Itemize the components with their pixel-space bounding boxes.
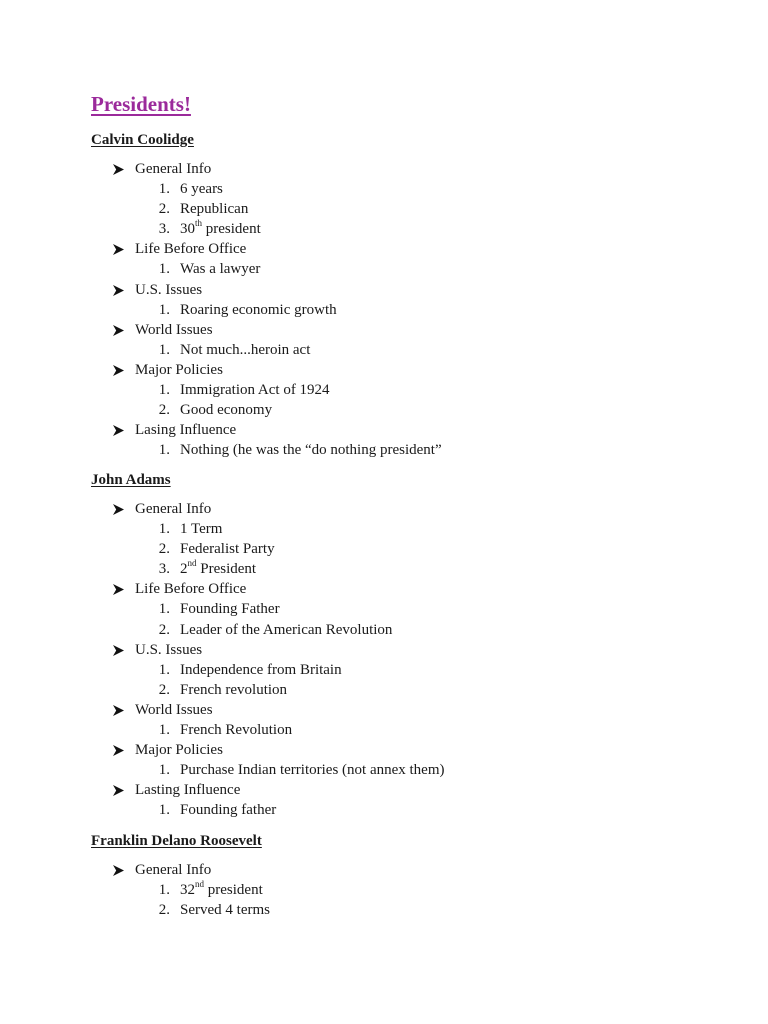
list-item-text: 30th president bbox=[180, 218, 261, 238]
list-item bbox=[0, 559, 768, 579]
topic-line bbox=[0, 320, 768, 340]
list-item bbox=[0, 620, 768, 640]
list-number: 1. bbox=[158, 601, 170, 618]
topic-label: U.S. Issues bbox=[135, 641, 203, 658]
list-item-text: Good economy bbox=[180, 402, 273, 419]
list-item-text: Roaring economic growth bbox=[180, 301, 337, 318]
arrow-bullet-icon bbox=[113, 700, 127, 720]
topic-line bbox=[0, 780, 768, 800]
list-item-text: Not much...heroin act bbox=[180, 341, 311, 358]
topic-label: Major Policies bbox=[135, 742, 223, 759]
list-number: 2. bbox=[158, 402, 170, 419]
president-heading: Calvin Coolidge bbox=[91, 132, 194, 148]
topic-label: General Info bbox=[135, 161, 212, 177]
list-item-text: 2nd President bbox=[180, 558, 257, 578]
topic-item bbox=[0, 360, 768, 420]
topic-line bbox=[0, 860, 768, 880]
arrow-bullet-icon bbox=[113, 499, 127, 519]
topic-item bbox=[0, 860, 768, 920]
list-item-text: 32nd president bbox=[180, 879, 263, 899]
list-number: 1. bbox=[158, 261, 170, 278]
list-number: 3. bbox=[158, 561, 170, 578]
arrow-bullet-icon bbox=[113, 280, 127, 300]
topic-list bbox=[0, 159, 768, 460]
numbered-sublist bbox=[0, 720, 768, 740]
topic-line bbox=[0, 640, 768, 660]
topic-label: Major Policies bbox=[135, 361, 223, 378]
numbered-sublist bbox=[0, 440, 768, 460]
topic-item bbox=[0, 579, 768, 639]
list-item bbox=[0, 539, 768, 559]
list-number: 1. bbox=[158, 442, 170, 459]
list-item-text: Nothing (he was the “do nothing president” bbox=[180, 442, 442, 459]
list-number: 2. bbox=[158, 902, 170, 919]
topic-item bbox=[0, 159, 768, 239]
list-number: 2. bbox=[158, 681, 170, 698]
list-item bbox=[0, 380, 768, 400]
numbered-sublist bbox=[0, 259, 768, 279]
list-item bbox=[0, 720, 768, 740]
topic-line bbox=[0, 239, 768, 259]
list-item-text: Federalist Party bbox=[180, 541, 275, 558]
numbered-sublist bbox=[0, 380, 768, 420]
list-item bbox=[0, 660, 768, 680]
topic-label: General Info bbox=[135, 501, 212, 517]
topic-item bbox=[0, 280, 768, 320]
topic-line bbox=[0, 360, 768, 380]
arrow-bullet-icon bbox=[113, 780, 127, 800]
list-item bbox=[0, 340, 768, 360]
list-number: 1. bbox=[158, 181, 170, 198]
list-item bbox=[0, 680, 768, 700]
topic-line bbox=[0, 740, 768, 760]
arrow-bullet-icon bbox=[113, 159, 127, 179]
list-item-text: Was a lawyer bbox=[180, 261, 261, 278]
list-item-text: Leader of the American Revolution bbox=[180, 621, 393, 638]
numbered-sublist bbox=[0, 519, 768, 579]
topic-line bbox=[0, 579, 768, 599]
president-heading: John Adams bbox=[91, 472, 171, 488]
topic-label: Lasing Influence bbox=[135, 422, 237, 439]
list-item bbox=[0, 199, 768, 219]
list-number: 1. bbox=[158, 661, 170, 678]
list-item bbox=[0, 519, 768, 539]
list-item bbox=[0, 179, 768, 199]
topic-label: U.S. Issues bbox=[135, 281, 203, 298]
list-number: 2. bbox=[158, 621, 170, 638]
numbered-sublist bbox=[0, 179, 768, 239]
topic-line bbox=[0, 159, 768, 179]
arrow-bullet-icon bbox=[113, 740, 127, 760]
topic-item bbox=[0, 239, 768, 279]
list-item-text: 6 years bbox=[180, 181, 223, 198]
list-number: 1. bbox=[158, 341, 170, 358]
list-item bbox=[0, 400, 768, 420]
list-number: 1. bbox=[158, 802, 170, 819]
page-title: Presidents! bbox=[91, 92, 191, 116]
topic-line bbox=[0, 499, 768, 519]
list-item bbox=[0, 800, 768, 820]
topic-item bbox=[0, 420, 768, 460]
topic-line bbox=[0, 700, 768, 720]
list-number: 1. bbox=[158, 301, 170, 318]
president-heading: Franklin Delano Roosevelt bbox=[91, 833, 262, 849]
list-number: 2. bbox=[158, 541, 170, 558]
list-item-text: Independence from Britain bbox=[180, 661, 342, 678]
arrow-bullet-icon bbox=[113, 640, 127, 660]
topic-line bbox=[0, 420, 768, 440]
topic-list bbox=[0, 499, 768, 821]
topic-list bbox=[0, 860, 768, 920]
arrow-bullet-icon bbox=[113, 860, 127, 880]
numbered-sublist bbox=[0, 300, 768, 320]
arrow-bullet-icon bbox=[113, 579, 127, 599]
list-item-text: French Revolution bbox=[180, 722, 293, 739]
topic-item bbox=[0, 740, 768, 780]
list-number: 1. bbox=[158, 762, 170, 779]
topic-label: Life Before Office bbox=[135, 581, 247, 598]
list-number: 3. bbox=[158, 221, 170, 238]
list-item bbox=[0, 880, 768, 900]
topic-item bbox=[0, 700, 768, 740]
list-number: 2. bbox=[158, 201, 170, 218]
list-item-text: Served 4 terms bbox=[180, 902, 270, 919]
list-number: 1. bbox=[158, 382, 170, 399]
list-item-text: Immigration Act of 1924 bbox=[180, 382, 330, 399]
numbered-sublist bbox=[0, 800, 768, 820]
numbered-sublist bbox=[0, 760, 768, 780]
list-number: 1. bbox=[158, 722, 170, 739]
topic-line bbox=[0, 280, 768, 300]
topic-label: World Issues bbox=[135, 321, 213, 338]
list-item-text: French revolution bbox=[180, 681, 288, 698]
topic-item bbox=[0, 320, 768, 360]
arrow-bullet-icon bbox=[113, 360, 127, 380]
list-item-text: 1 Term bbox=[180, 521, 223, 538]
list-item bbox=[0, 219, 768, 239]
list-item-text: Republican bbox=[180, 201, 249, 218]
list-item bbox=[0, 900, 768, 920]
arrow-bullet-icon bbox=[113, 239, 127, 259]
arrow-bullet-icon bbox=[113, 320, 127, 340]
list-item-text: Founding Father bbox=[180, 601, 280, 618]
topic-label: World Issues bbox=[135, 701, 213, 718]
numbered-sublist bbox=[0, 599, 768, 639]
list-item bbox=[0, 440, 768, 460]
numbered-sublist bbox=[0, 340, 768, 360]
topic-label: General Info bbox=[135, 862, 212, 878]
numbered-sublist bbox=[0, 880, 768, 920]
list-item bbox=[0, 760, 768, 780]
numbered-sublist bbox=[0, 660, 768, 700]
list-item-text: Purchase Indian territories (not annex them) bbox=[180, 762, 445, 779]
list-item bbox=[0, 300, 768, 320]
list-item bbox=[0, 599, 768, 619]
topic-item bbox=[0, 640, 768, 700]
arrow-bullet-icon bbox=[113, 420, 127, 440]
topic-label: Life Before Office bbox=[135, 241, 247, 258]
list-item bbox=[0, 259, 768, 279]
list-number: 1. bbox=[158, 521, 170, 538]
topic-label: Lasting Influence bbox=[135, 782, 241, 799]
list-item-text: Founding father bbox=[180, 802, 277, 819]
list-number: 1. bbox=[158, 882, 170, 899]
topic-item bbox=[0, 780, 768, 820]
topic-item bbox=[0, 499, 768, 579]
